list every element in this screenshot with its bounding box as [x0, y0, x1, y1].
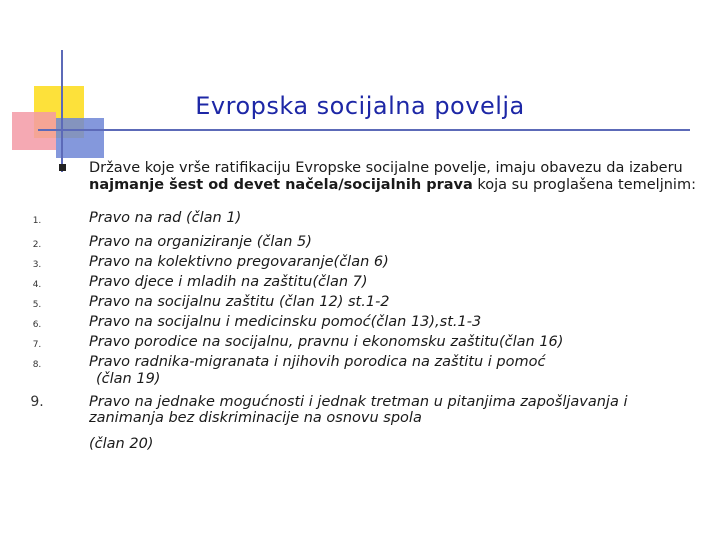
list-number: 8. — [32, 360, 42, 370]
list-item-continuation: zanimanja bez diskriminacije na osnovu spola — [89, 410, 422, 426]
list-number: 1. — [32, 216, 42, 226]
list-item-text: Pravo na organiziranje (član 5) — [89, 234, 312, 250]
list-item-text: Pravo djece i mladih na zaštitu(član 7) — [89, 274, 368, 290]
decor-blue-square — [56, 118, 104, 158]
list-number: 4. — [32, 280, 42, 290]
list-item-text: Pravo na kolektivno pregovaranje(član 6) — [89, 254, 389, 270]
intro-text-end: koja su proglašena temeljnim: — [472, 176, 696, 193]
list-item-text: Pravo porodice na socijalnu, pravnu i ekonomsku zaštitu(član 16) — [89, 334, 564, 350]
intro-bold-text: najmanje šest od devet načela/socijalnih prava — [89, 176, 473, 193]
list-item-text: Pravo na jednake mogućnosti i jednak tretman u pitanjima zapošljavanja i — [89, 394, 628, 410]
list-number: 9. — [30, 394, 44, 410]
list-number: 3. — [32, 260, 42, 270]
square-bullet-icon — [59, 164, 66, 171]
list-item-text: Pravo radnika-migranata i njihovih porodica na zaštitu i pomoć — [89, 354, 546, 370]
list-number: 2. — [32, 240, 42, 250]
list-item-continuation: (član 20) — [89, 436, 154, 452]
list-item-continuation: (član 19) — [96, 371, 161, 387]
list-item-text: Pravo na socijalnu i medicinsku pomoć(član 13),st.1-3 — [89, 314, 482, 330]
list-number: 6. — [32, 320, 42, 330]
list-number: 7. — [32, 340, 42, 350]
decor-horizontal-line — [38, 129, 690, 131]
intro-text: Države koje vrše ratifikaciju Evropske socijalne povelje, imaju obavezu da izaberu — [89, 160, 683, 176]
list-item-text: Pravo na socijalnu zaštitu (član 12) st.1-2 — [89, 294, 390, 310]
list-item-text: Pravo na rad (član 1) — [89, 210, 242, 226]
list-number: 5. — [32, 300, 42, 310]
slide-title: Evropska socijalna povelja — [195, 92, 525, 120]
